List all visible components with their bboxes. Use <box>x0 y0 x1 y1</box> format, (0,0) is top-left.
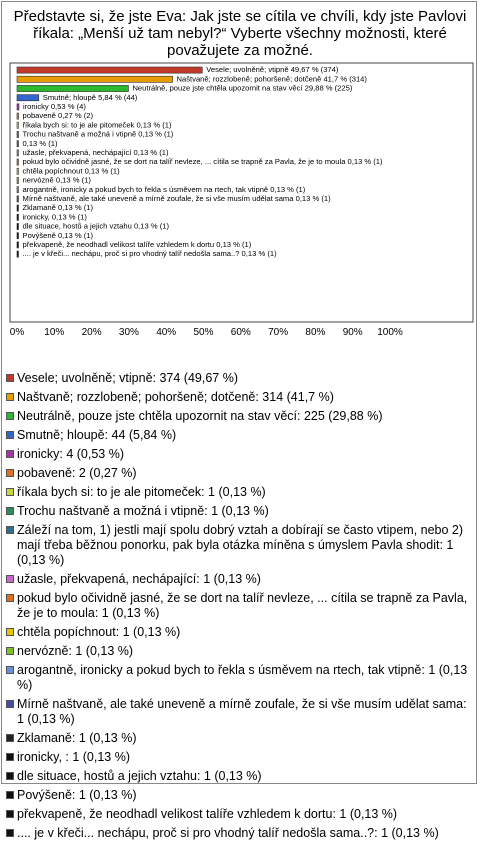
bar-label-8: 0,13 % (1) <box>22 138 58 148</box>
legend-label: Mírně naštvaně, ale také uneveně a mírně zoufale, že si vše musím udělat sama: 1 (0,13 %) <box>17 697 467 726</box>
legend-swatch <box>6 772 14 780</box>
legend-item <box>6 731 472 746</box>
legend-label: arogantně, ironicky a pokud bych to řekla s úsměvem na rtech, tak vtipně: 1 (0,13 %) <box>17 663 468 692</box>
legend-swatch <box>6 374 14 382</box>
legend-swatch <box>6 753 14 761</box>
bar-label-3: Smutně; hloupě 5,84 % (44) <box>42 92 138 102</box>
x-tick-label: 50% <box>193 327 214 338</box>
bar-20 <box>17 251 19 257</box>
bar-label-4: ironicky 0,53 % (4) <box>22 102 86 111</box>
legend-label: Neutrálně, pouze jste chtěla upozornit na stav věcí: 225 (29,88 %) <box>17 409 383 423</box>
legend-swatch <box>6 594 14 602</box>
bar-label-15: Zklamaně 0,13 % (1) <box>22 203 93 213</box>
legend-label: ironicky: 4 (0,53 %) <box>17 447 124 461</box>
legend-label: chtěla popíchnout: 1 (0,13 %) <box>17 625 181 639</box>
legend-label: Trochu naštvaně a možná i vtipně: 1 (0,13 %) <box>17 504 269 518</box>
legend-item <box>6 504 472 519</box>
legend-swatch <box>6 507 14 515</box>
bar-2 <box>17 85 128 91</box>
x-tick-label: 60% <box>230 327 251 338</box>
bar-label-12: nervózně 0,13 % (1) <box>22 175 91 185</box>
x-tick-label: 0% <box>9 327 25 338</box>
bar-5 <box>17 113 19 119</box>
legend-label: říkala bych si: to je ale pitomeček: 1 (0,13 %) <box>17 485 266 499</box>
bar-label-20: .... je v křeči... nechápu, proč si pro vhodný talíř nedošla sama..? 0,13 % (1) <box>22 249 277 259</box>
bar-8 <box>17 141 19 147</box>
bar-18 <box>17 233 19 239</box>
legend-item <box>6 409 472 424</box>
legend-swatch <box>6 469 14 477</box>
legend-item <box>6 750 472 765</box>
legend-swatch <box>6 431 14 439</box>
bar-label-6: říkala bych si: to je ale pitomeček 0,13 % (1) <box>22 120 172 130</box>
legend-swatch <box>6 412 14 420</box>
legend-item <box>6 485 472 500</box>
bar-label-0: Vesele; uvolněně; vtipně 49,67 % (374) <box>206 65 339 75</box>
bar-11 <box>17 168 19 174</box>
bar-16 <box>17 214 19 220</box>
bar-1 <box>17 76 173 82</box>
bar-label-2: Neutrálně, pouze jste chtěla upozornit na stav věcí 29,88 % (225) <box>132 83 353 93</box>
legend-swatch <box>6 810 14 818</box>
legend-label: dle situace, hostů a jejich vztahu: 1 (0,13 %) <box>17 769 262 783</box>
legend-label: Naštvaně; rozzlobeně; pohoršeně; dotčeně: 314 (41,7 %) <box>17 390 334 404</box>
legend-item <box>6 807 472 822</box>
bar-14 <box>17 196 19 202</box>
legend-item <box>6 390 472 405</box>
legend-item <box>6 591 472 621</box>
bar-label-17: dle situace, hostů a jejich vztahu 0,13 % (1) <box>22 221 169 231</box>
legend-swatch <box>6 526 14 534</box>
legend-item <box>6 447 472 462</box>
legend-swatch <box>6 575 14 583</box>
legend-swatch <box>6 450 14 458</box>
legend-label: Zklamaně: 1 (0,13 %) <box>17 731 137 745</box>
chart-legend <box>6 371 472 845</box>
bar-3 <box>17 95 39 101</box>
legend-item <box>6 523 472 568</box>
x-tick-label: 80% <box>305 327 326 338</box>
x-tick-label: 10% <box>44 327 65 338</box>
legend-swatch <box>6 700 14 708</box>
bar-label-11: chtěla popíchnout 0,13 % (1) <box>22 166 120 176</box>
bar-label-14: Mírně naštvaně, ale také uneveně a mírně zoufale, že si vše musím udělat sama 0,13 % (1) <box>22 194 331 203</box>
bar-12 <box>17 177 19 183</box>
legend-label: .... je v křeči... nechápu, proč si pro vhodný talíř nedošla sama..?: 1 (0,13 %) <box>17 826 439 840</box>
legend-label: překvapeně, že neodhadl velikost talíře vzhledem k dortu: 1 (0,13 %) <box>17 807 398 821</box>
bar-chart <box>0 0 480 370</box>
bar-label-5: pobaveně 0,27 % (2) <box>22 111 94 121</box>
bar-6 <box>17 122 19 128</box>
legend-label: Smutně; hloupě: 44 (5,84 %) <box>17 428 177 442</box>
legend-item <box>6 663 472 693</box>
bar-9 <box>17 150 19 156</box>
x-tick-label: 20% <box>81 327 102 338</box>
chart-title: Představte si, že jste Eva: Jak jste se cítila ve chvíli, kdy jste Pavlovi říkala: „Menší už tam nebyl?“ Vyberte všechny možnosti, které považujete za možné. <box>13 8 467 59</box>
legend-label: Povýšeně: 1 (0,13 %) <box>17 788 137 802</box>
legend-item <box>6 788 472 803</box>
legend-label: pokud bylo očividně jasné, že se dort na talíř nevleze, ... cítila se trapně za Pavla, že je to moula: 1 (0,13 %) <box>17 591 468 620</box>
bar-0 <box>17 67 202 73</box>
bar-label-19: překvapeně, že neodhadl velikost talíře vzhledem k dortu 0,13 % (1) <box>22 240 252 249</box>
legend-label: nervózně: 1 (0,13 %) <box>17 644 134 658</box>
bar-15 <box>17 205 19 211</box>
legend-swatch <box>6 666 14 674</box>
bar-17 <box>17 223 19 229</box>
legend-item <box>6 826 472 841</box>
bar-label-10: pokud bylo očividně jasné, že se dort na talíř nevleze, ... cítila se trapně za Pavla, že je to moula 0,13 % (1) <box>22 157 383 167</box>
x-tick-label: 30% <box>118 327 139 338</box>
legend-swatch <box>6 791 14 799</box>
legend-swatch <box>6 488 14 496</box>
legend-swatch <box>6 734 14 742</box>
bar-4 <box>17 104 19 110</box>
bar-label-9: užasle, překvapená, nechápající 0,13 % (1) <box>22 148 169 157</box>
legend-swatch <box>6 647 14 655</box>
legend-swatch <box>6 628 14 636</box>
legend-item <box>6 769 472 784</box>
legend-item <box>6 697 472 727</box>
legend-swatch <box>6 829 14 837</box>
legend-item <box>6 466 472 481</box>
legend-item <box>6 371 472 386</box>
legend-label: pobaveně: 2 (0,27 %) <box>17 466 137 480</box>
legend-label: Vesele; uvolněně; vtipně: 374 (49,67 %) <box>17 371 238 385</box>
legend-label: užasle, překvapená, nechápající: 1 (0,13 %) <box>17 572 261 586</box>
legend-item <box>6 644 472 659</box>
legend-label: Záleží na tom, 1) jestli mají spolu dobrý vztah a dobírají se často vtipem, nebo 2) mají třeba běžnou ponorku, pak byla otázka míněna s úmyslem Pavla shodit: 1 (0,13 %) <box>17 523 464 567</box>
x-tick-label: 40% <box>156 327 177 338</box>
bar-label-16: ironicky, 0,13 % (1) <box>22 212 87 222</box>
legend-swatch <box>6 393 14 401</box>
legend-label: ironicky, : 1 (0,13 %) <box>17 750 131 764</box>
bar-19 <box>17 242 19 248</box>
bar-13 <box>17 187 19 193</box>
bar-label-1: Naštvaně; rozzlobeně; pohoršeně; dotčeně 41,7 % (314) <box>176 74 367 84</box>
legend-item <box>6 428 472 443</box>
bar-10 <box>17 159 19 165</box>
x-tick-label: 90% <box>342 327 363 338</box>
bar-7 <box>17 131 19 137</box>
bar-label-18: Povýšeně 0,13 % (1) <box>22 230 93 240</box>
legend-item <box>6 572 472 587</box>
legend-item <box>6 625 472 640</box>
bar-label-7: Trochu naštvaně a možná i vtipně 0,13 % (1) <box>22 129 174 139</box>
x-tick-label: 70% <box>268 327 289 338</box>
x-tick-label: 100% <box>377 327 403 338</box>
bar-label-13: arogantně, ironicky a pokud bych to řekla s úsměvem na rtech, tak vtipně 0,13 % (1) <box>22 184 306 194</box>
